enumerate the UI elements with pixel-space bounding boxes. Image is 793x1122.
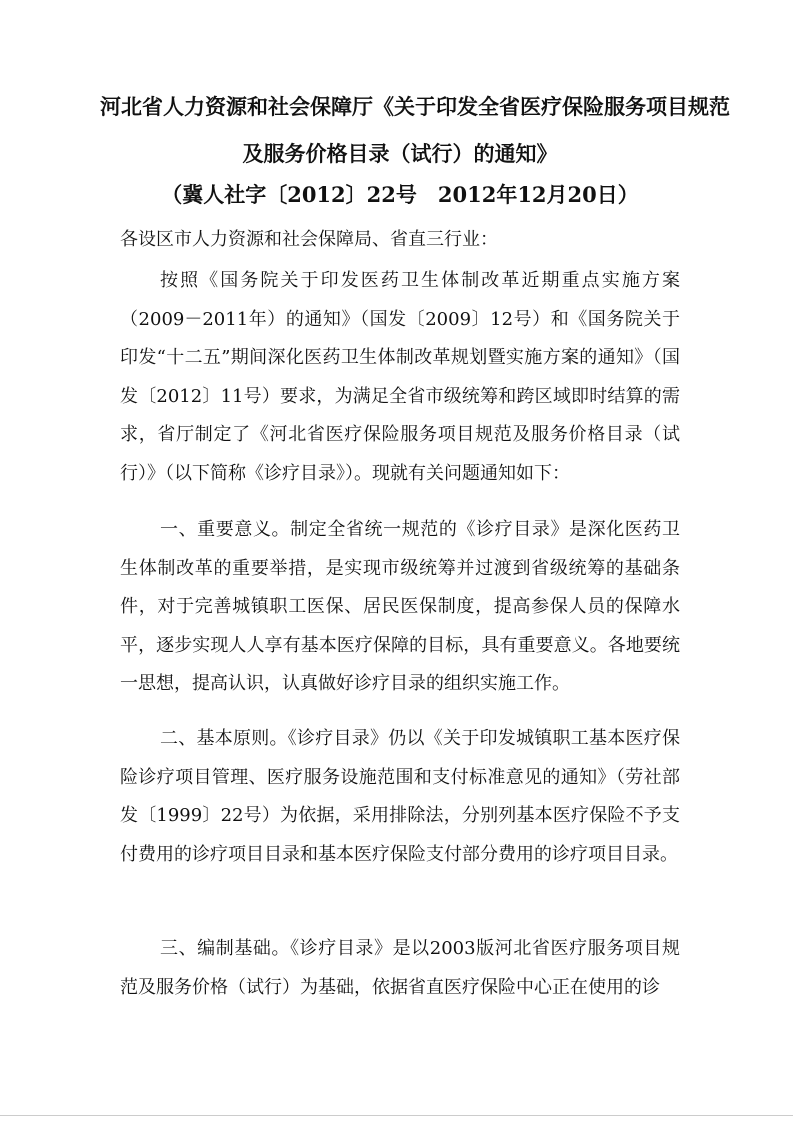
paragraph-significance: 一、重要意义。制定全省统一规范的《诊疗目录》是深化医药卫生体制改革的重要举措，是实现市级统筹并过渡到省级统筹的基础条件，对于完善城镇职工医保、居民医保制度，提高参保人员的保障水平，逐步实现人人享有基本医疗保障的目标，具有重要意义。各地要统一思想，提高认识，认真做好诊疗目录的组织实施工作。 xyxy=(120,519,680,695)
page-bottom-divider xyxy=(0,1115,793,1116)
document-title-line-1: 河北省人力资源和社会保障厅《关于印发全省医疗保险服务项目规范 xyxy=(100,94,730,119)
paragraph-principles: 二、基本原则。《诊疗目录》仍以《关于印发城镇职工基本医疗保险诊疗项目管理、医疗服务设施范围和支付标准意见的通知》（劳社部发〔1999〕22号）为依据，采用排除法，分别列基本医疗保险不予支付费用的诊疗项目目录和基本医疗保险支付部分费用的诊疗项目目录。 xyxy=(120,728,680,865)
salutation: 各设区市人力资源和社会保障局、省直三行业： xyxy=(120,229,498,250)
paragraph-basis: 三、编制基础。《诊疗目录》是以2003版河北省医疗服务项目规范及服务价格（试行）为基础，依据省直医疗保险中心正在使用的诊 xyxy=(120,938,680,998)
paragraph-intro: 按照《国务院关于印发医药卫生体制改革近期重点实施方案（2009－2011年）的通知》（国发〔2009〕12号）和《国务院关于印发“十二五”期间深化医药卫生体制改革规划暨实施方案的通知》（国发〔2012〕11号）要求，为满足全省市级统筹和跨区域即时结算的需求，省厅制定了《河北省医疗保险服务项目规范及服务价格目录（试行）》（以下简称《诊疗目录》）。现就有关问题通知如下： xyxy=(120,270,680,484)
document-number: （冀人社字〔2012〕22号 2012年12月20日） xyxy=(161,182,639,207)
document-title-line-2: 及服务价格目录（试行）的通知》 xyxy=(242,141,558,166)
